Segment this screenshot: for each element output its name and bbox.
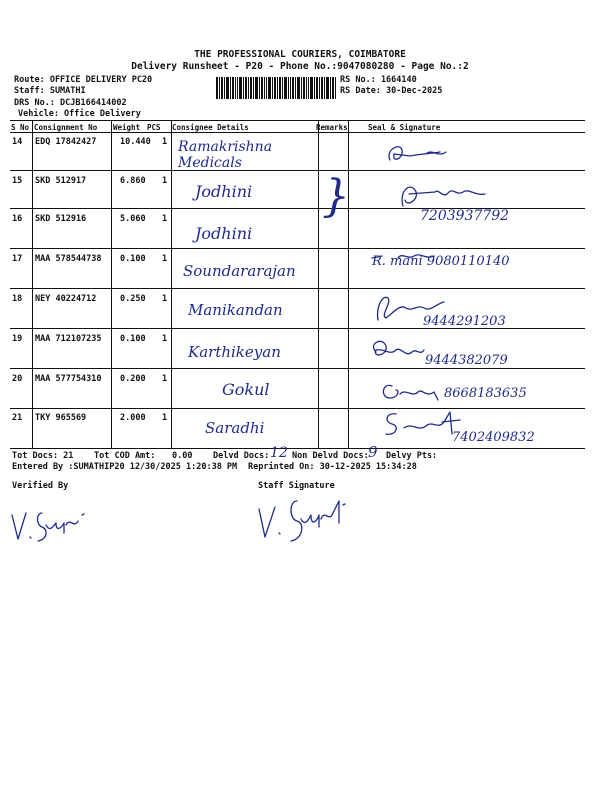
signature-row-17 xyxy=(368,250,458,264)
signature-row-19 xyxy=(366,336,426,366)
row-consignee-handwritten: Gokul xyxy=(222,380,270,399)
row-pcs: 1 xyxy=(162,413,168,423)
table-top-rule xyxy=(10,120,585,121)
row-rule xyxy=(10,368,585,369)
non-delvd-docs-value: 9 xyxy=(368,443,378,461)
row-sno: 16 xyxy=(12,214,23,224)
row-pcs: 1 xyxy=(162,294,168,304)
row-weight: 0.100 xyxy=(120,254,146,264)
row-sno: 17 xyxy=(12,254,23,264)
row-remarks-brace: } xyxy=(322,171,350,222)
signature-row-15 xyxy=(395,180,495,212)
row-signature-phone: 8668183635 xyxy=(444,386,527,401)
tot-cod-value: 0.00 xyxy=(172,451,193,461)
signature-row-21 xyxy=(382,408,462,440)
row-consignee-handwritten: Jodhini xyxy=(195,182,253,201)
row-weight: 6.860 xyxy=(120,176,146,186)
col-header-weight: Weight xyxy=(113,123,141,132)
row-sno: 19 xyxy=(12,334,23,344)
row-weight: 0.200 xyxy=(120,374,146,384)
row-weight: 10.440 xyxy=(120,137,151,147)
verified-by-label: Verified By xyxy=(12,481,69,491)
row-pcs: 1 xyxy=(162,176,168,186)
row-consignment: NEY 40224712 xyxy=(35,294,97,304)
row-rule xyxy=(10,248,585,249)
signature-row-14 xyxy=(380,140,460,170)
col-header-signature: Seal & Signature xyxy=(368,123,441,132)
rs-no-label: RS No.: 1664140 xyxy=(340,75,417,85)
row-signature-phone: 9444382079 xyxy=(425,353,508,368)
delvd-docs-value: 12 xyxy=(270,445,288,461)
row-consignment: TKY 965569 xyxy=(35,413,87,423)
col-header-consignment: Consignment No xyxy=(34,123,98,132)
reprinted-on: Reprinted On: 30-12-2025 15:34:28 xyxy=(248,462,417,472)
drs-no-label: DRS No.: DCJB166414002 xyxy=(14,98,127,108)
row-signature-phone: 7203937792 xyxy=(420,208,510,224)
row-pcs: 1 xyxy=(162,137,168,147)
rs-date-label: RS Date: 30-Dec-2025 xyxy=(340,86,443,96)
verified-by-signature xyxy=(8,505,88,550)
row-signature-phone: 9444291203 xyxy=(423,314,506,329)
row-consignee-handwritten: Jodhini xyxy=(195,224,253,243)
row-signature-phone: R. mani 9080110140 xyxy=(372,254,510,269)
entered-by: Entered By :SUMATHIP20 12/30/2025 1:20:38 PM xyxy=(12,462,238,472)
row-weight: 2.000 xyxy=(120,413,146,423)
row-sno: 18 xyxy=(12,294,23,304)
row-consignee-handwritten: Karthikeyan xyxy=(188,343,281,361)
company-title: THE PROFESSIONAL COURIERS, COIMBATORE xyxy=(194,49,406,60)
row-pcs: 1 xyxy=(162,334,168,344)
row-weight: 0.100 xyxy=(120,334,146,344)
barcode-image xyxy=(216,77,336,99)
non-delvd-docs-label: Non Delvd Docs: xyxy=(292,451,369,461)
row-consignee-handwritten: Manikandan xyxy=(188,301,283,319)
col-header-pcs: PCS xyxy=(147,123,161,132)
row-consignee-handwritten: Ramakrishna Medicals xyxy=(178,139,273,171)
staff-signature-image xyxy=(255,493,355,548)
signature-row-18 xyxy=(370,290,450,324)
row-weight: 0.250 xyxy=(120,294,146,304)
row-consignee-handwritten: Saradhi xyxy=(205,419,265,437)
row-sno: 20 xyxy=(12,374,23,384)
table-header-rule xyxy=(10,132,585,133)
tot-cod-label: Tot COD Amt: xyxy=(94,451,156,461)
row-sno: 21 xyxy=(12,413,23,423)
signature-row-20 xyxy=(378,378,448,404)
row-consignment: EDQ 17842427 xyxy=(35,137,97,147)
row-pcs: 1 xyxy=(162,374,168,384)
row-consignment: MAA 577754310 xyxy=(35,374,102,384)
row-rule xyxy=(10,288,585,289)
row-consignment: MAA 578544738 xyxy=(35,254,102,264)
col-header-sno: S No xyxy=(11,123,30,132)
row-weight: 5.060 xyxy=(120,214,146,224)
row-pcs: 1 xyxy=(162,254,168,264)
row-signature-phone: 7402409832 xyxy=(452,430,535,445)
staff-label: Staff: SUMATHI xyxy=(14,86,86,96)
delvy-pts-label: Delvy Pts: xyxy=(386,451,438,461)
delvd-docs-label: Delvd Docs: xyxy=(213,451,270,461)
runsheet-subtitle: Delivery Runsheet - P20 - Phone No.:9047080280 - Page No.:2 xyxy=(131,61,469,72)
vehicle-label: Vehicle: Office Delivery xyxy=(18,109,141,119)
row-sno: 15 xyxy=(12,176,23,186)
row-consignee-handwritten: Soundararajan xyxy=(183,262,296,280)
route-label: Route: OFFICE DELIVERY PC20 xyxy=(14,75,153,85)
row-consignment: SKD 512916 xyxy=(35,214,87,224)
row-consignment: MAA 712107235 xyxy=(35,334,102,344)
table-bottom-rule xyxy=(10,448,585,449)
row-consignment: SKD 512917 xyxy=(35,176,87,186)
col-header-remarks: Remarks xyxy=(316,123,348,132)
tot-docs: Tot Docs: 21 xyxy=(12,451,74,461)
col-header-consignee: Consignee Details xyxy=(172,123,249,132)
staff-signature-label: Staff Signature xyxy=(258,481,335,491)
row-sno: 14 xyxy=(12,137,23,147)
row-rule xyxy=(10,408,585,409)
row-pcs: 1 xyxy=(162,214,168,224)
